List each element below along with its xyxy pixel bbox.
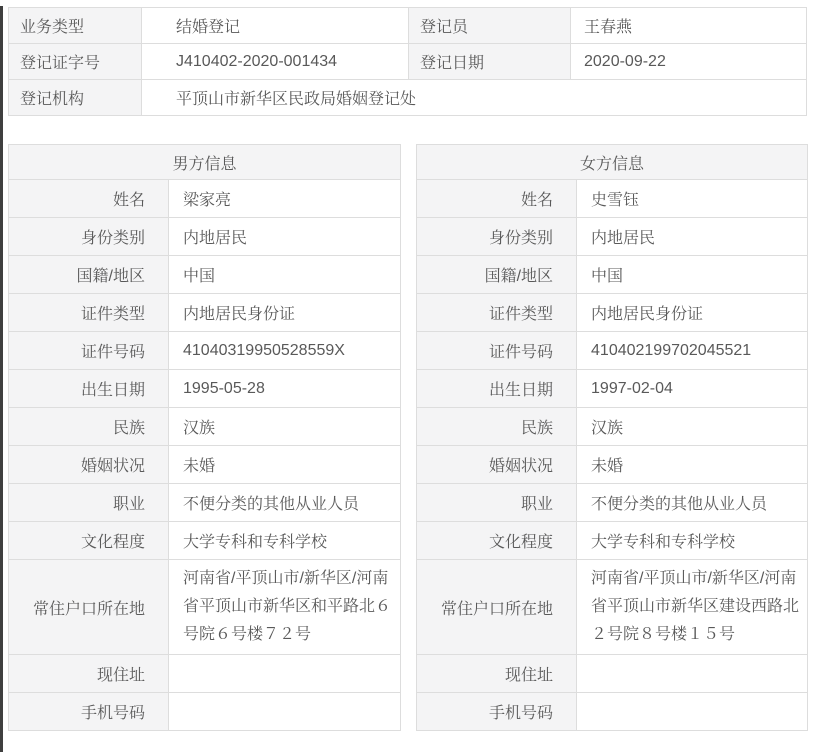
business-type-label: 业务类型 (9, 8, 142, 44)
id-type-label: 证件类型 (417, 294, 577, 332)
current-address-value (577, 655, 808, 693)
id-type-value: 内地居民身份证 (169, 294, 401, 332)
education-value: 大学专科和专科学校 (577, 522, 808, 560)
ethnicity-label: 民族 (9, 408, 169, 446)
current-address-label: 现住址 (9, 655, 169, 693)
registration-date-label: 登记日期 (409, 44, 571, 80)
education-value: 大学专科和专科学校 (169, 522, 401, 560)
id-number-label: 证件号码 (417, 332, 577, 370)
left-edge-line (0, 6, 3, 752)
ethnicity-value: 汉族 (577, 408, 808, 446)
identity-category-label: 身份类别 (9, 218, 169, 256)
id-number-value: 41040319950528559X (169, 332, 401, 370)
marital-status-label: 婚姻状况 (9, 446, 169, 484)
name-label: 姓名 (9, 180, 169, 218)
id-type-value: 内地居民身份证 (577, 294, 808, 332)
table-row (417, 218, 808, 256)
table-row (9, 484, 401, 522)
marital-status-value: 未婚 (169, 446, 401, 484)
nationality-label: 国籍/地区 (9, 256, 169, 294)
id-type-label: 证件类型 (9, 294, 169, 332)
name-value: 史雪钰 (577, 180, 808, 218)
current-address-label: 现住址 (417, 655, 577, 693)
registration-office-label: 登记机构 (9, 80, 142, 116)
table-row (417, 655, 808, 693)
name-value: 梁家亮 (169, 180, 401, 218)
table-row (9, 44, 807, 80)
occupation-label: 职业 (417, 484, 577, 522)
table-row (9, 218, 401, 256)
mobile-number-value (577, 693, 808, 731)
ethnicity-label: 民族 (417, 408, 577, 446)
identity-category-label: 身份类别 (417, 218, 577, 256)
certificate-no-value: J410402-2020-001434 (142, 44, 409, 80)
table-row (9, 408, 401, 446)
name-label: 姓名 (417, 180, 577, 218)
birth-date-label: 出生日期 (417, 370, 577, 408)
identity-category-value: 内地居民 (169, 218, 401, 256)
table-row (9, 332, 401, 370)
table-row (9, 256, 401, 294)
male-section-title: 男方信息 (9, 145, 401, 180)
marital-status-value: 未婚 (577, 446, 808, 484)
table-row (417, 408, 808, 446)
table-row (417, 446, 808, 484)
registration-summary-table (8, 7, 807, 116)
registration-office-value: 平顶山市新华区民政局婚姻登记处 (142, 80, 807, 116)
nationality-label: 国籍/地区 (417, 256, 577, 294)
certificate-no-label: 登记证字号 (9, 44, 142, 80)
id-number-label: 证件号码 (9, 332, 169, 370)
marital-status-label: 婚姻状况 (417, 446, 577, 484)
table-row (9, 693, 401, 731)
birth-date-value: 1997-02-04 (577, 370, 808, 408)
table-row (9, 370, 401, 408)
occupation-label: 职业 (9, 484, 169, 522)
table-row (417, 522, 808, 560)
registrar-value: 王春燕 (571, 8, 807, 44)
table-row (9, 522, 401, 560)
table-row (417, 693, 808, 731)
table-row (9, 180, 401, 218)
household-address-value: 河南省/平顶山市/新华区/河南省平顶山市新华区和平路北６号院６号楼７２号 (169, 560, 401, 655)
table-row (9, 80, 807, 116)
birth-date-label: 出生日期 (9, 370, 169, 408)
table-row (417, 256, 808, 294)
household-address-label: 常住户口所在地 (9, 560, 169, 655)
female-info-table (416, 144, 808, 731)
identity-category-value: 内地居民 (577, 218, 808, 256)
table-row (9, 560, 401, 655)
table-row (9, 8, 807, 44)
mobile-number-value (169, 693, 401, 731)
mobile-number-label: 手机号码 (417, 693, 577, 731)
household-address-value: 河南省/平顶山市/新华区/河南省平顶山市新华区建设西路北２号院８号楼１５号 (577, 560, 808, 655)
table-row (417, 294, 808, 332)
education-label: 文化程度 (9, 522, 169, 560)
ethnicity-value: 汉族 (169, 408, 401, 446)
table-row (9, 446, 401, 484)
male-info-table (8, 144, 401, 731)
nationality-value: 中国 (577, 256, 808, 294)
table-row (9, 294, 401, 332)
female-section-title: 女方信息 (417, 145, 808, 180)
table-row (9, 145, 401, 180)
registrar-label: 登记员 (409, 8, 571, 44)
table-row (417, 332, 808, 370)
table-row (417, 145, 808, 180)
current-address-value (169, 655, 401, 693)
id-number-value: 410402199702045521 (577, 332, 808, 370)
nationality-value: 中国 (169, 256, 401, 294)
business-type-value: 结婚登记 (142, 8, 409, 44)
table-row (417, 370, 808, 408)
person-info-section (8, 144, 808, 731)
table-row (417, 180, 808, 218)
table-row (9, 655, 401, 693)
table-row (417, 560, 808, 655)
registration-date-value: 2020-09-22 (571, 44, 807, 80)
occupation-value: 不便分类的其他从业人员 (577, 484, 808, 522)
household-address-label: 常住户口所在地 (417, 560, 577, 655)
table-row (417, 484, 808, 522)
birth-date-value: 1995-05-28 (169, 370, 401, 408)
mobile-number-label: 手机号码 (9, 693, 169, 731)
education-label: 文化程度 (417, 522, 577, 560)
occupation-value: 不便分类的其他从业人员 (169, 484, 401, 522)
